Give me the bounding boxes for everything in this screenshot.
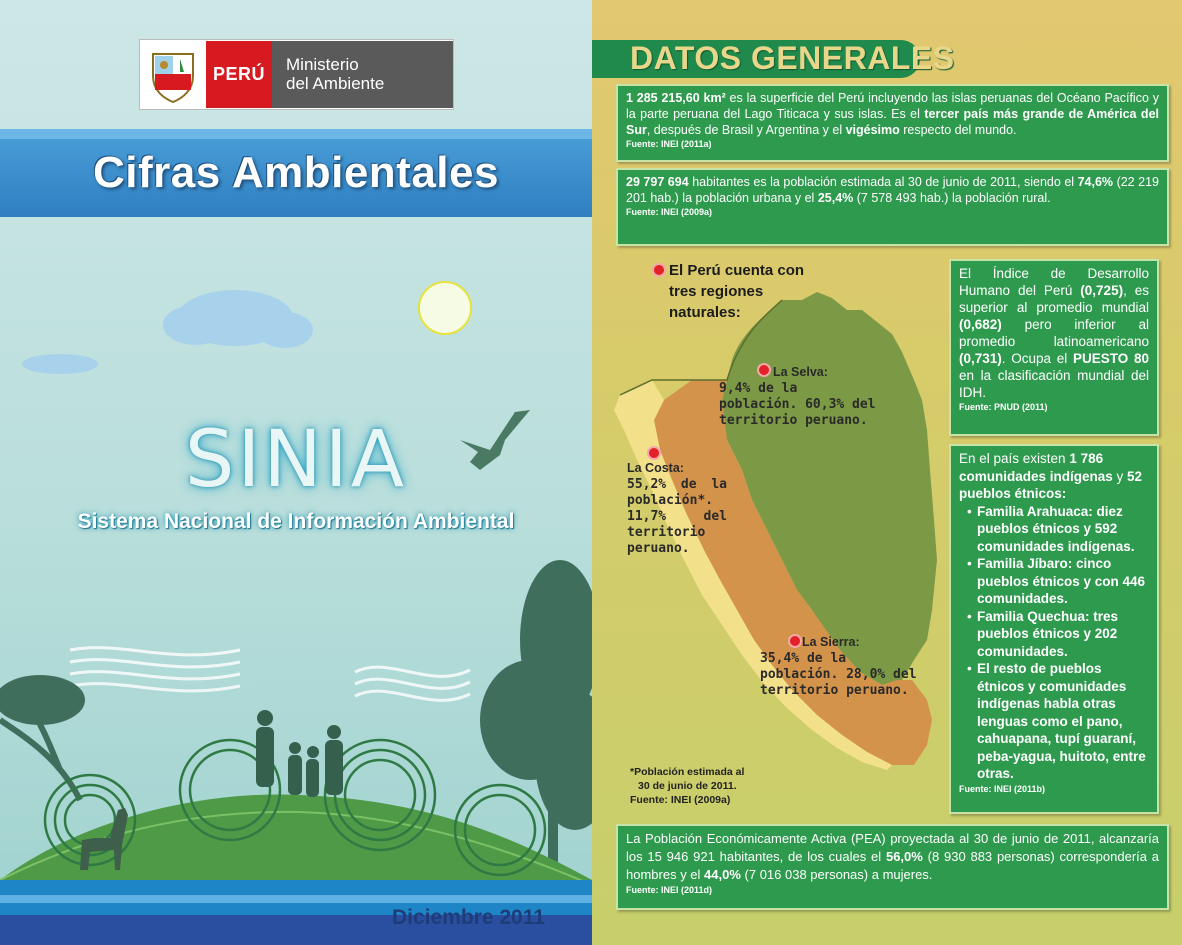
- pea-women-percent: 44,0%: [704, 867, 741, 882]
- cover-date: Diciembre 2011: [392, 906, 545, 929]
- hdi-text-5: en la clasificación mundial del IDH.: [959, 368, 1149, 400]
- area-world-rank: vigésimo: [845, 123, 900, 137]
- ethnic-list: [959, 503, 1149, 783]
- list-item: [967, 608, 1149, 661]
- area-source: Fuente: INEI (2011a): [626, 139, 712, 149]
- pea-men-percent: 56,0%: [885, 849, 923, 864]
- area-text-3: respecto del mundo.: [899, 123, 1017, 137]
- list-item-text: cinco pueblos étnicos y con 446 comunidades.: [977, 556, 1146, 606]
- hdi-text-1: El Índice de Desarrollo Humano del Perú: [959, 266, 1149, 298]
- section-header: DATOS GENERALES: [630, 40, 955, 76]
- costa-label: [627, 460, 727, 557]
- list-item: [967, 503, 1149, 556]
- costa-text: 55,2% de la población*. 11,7% del territorio peruano.: [627, 477, 727, 556]
- population-text-3: (7 578 493 hab.) la población rural.: [853, 191, 1051, 205]
- hdi-text-3: pero inferior al promedio latinoamericano: [959, 317, 1149, 349]
- area-text-1: es la superficie del Perú incluyendo las islas peruanas del Océano Pacífico y la parte peruana del Lago Titicaca y sus islas. Es el: [626, 91, 1159, 121]
- info-page: [592, 0, 1182, 945]
- logo-ministry-label: [272, 41, 453, 108]
- population-text-1: habitantes es la población estimada al 30 de junio de 2011, siendo el: [688, 175, 1078, 189]
- logo-ministry-line2: del Ambiente: [286, 74, 385, 93]
- ethnic-text-2: y: [1112, 468, 1128, 484]
- population-text-2: (22 219 201 hab.) la población urbana y el: [626, 175, 1160, 205]
- hdi-fact-box: [949, 259, 1159, 436]
- list-item-lead: Familia Quechua:: [977, 608, 1094, 624]
- hdi-rank: PUESTO 80: [1072, 351, 1149, 366]
- costa-name: La Costa:: [627, 461, 684, 475]
- regions-bullet-icon: [652, 263, 666, 277]
- ethnic-text-1: En el país existen: [959, 451, 1070, 466]
- selva-label: [719, 364, 879, 429]
- sierra-name: La Sierra:: [802, 635, 860, 649]
- map-footnote: [630, 765, 760, 807]
- regions-title: El Perú cuenta con tres regiones naturales:: [669, 262, 805, 321]
- list-item-text: El resto de pueblos étnicos y comunidades indígenas habla otras lenguas como el pano, cahuapana, tupí guaraní, peba-yagua, huitoto, entre otras.: [977, 661, 1146, 781]
- ethnic-fact-box: [949, 444, 1159, 814]
- cover-title: Cifras Ambientales: [93, 148, 499, 197]
- coat-of-arms-icon: [140, 41, 206, 108]
- ministry-logo: [139, 39, 454, 110]
- brand-title: SINIA: [184, 415, 408, 505]
- sierra-label: [760, 634, 930, 699]
- pea-text-2: (8 930 883 personas) correspondería a hombres y el: [626, 849, 1160, 882]
- wind-lines: [70, 648, 470, 701]
- area-text-2: , después de Brasil y Argentina y el: [646, 123, 846, 137]
- logo-ministry-line1: Ministerio: [286, 55, 359, 74]
- hdi-world: (0,682): [959, 317, 1002, 332]
- ethnic-communities: 1 786 comunidades indígenas: [959, 451, 1113, 484]
- hdi-source: Fuente: PNUD (2011): [959, 402, 1048, 412]
- list-item-lead: Familia Jíbaro:: [977, 556, 1077, 571]
- selva-text: 9,4% de la población. 60,3% del territorio peruano.: [719, 381, 876, 428]
- hdi-text-4: . Ocupa el: [1001, 351, 1073, 366]
- list-item: [967, 660, 1149, 783]
- list-item-text: tres pueblos étnicos y 202 comunidades.: [977, 608, 1119, 659]
- footnote-line1: *Población estimada al: [630, 766, 745, 778]
- urban-percent: 74,6%: [1077, 175, 1114, 189]
- footnote-source: Fuente: INEI (2009a): [630, 794, 731, 806]
- costa-marker-icon: [647, 446, 661, 460]
- sierra-text: 35,4% de la población. 28,0% del territorio peruano.: [760, 651, 917, 698]
- list-item: [967, 555, 1149, 608]
- list-item-lead: Familia Arahuaca:: [977, 503, 1097, 519]
- family-silhouette-icon: [256, 710, 343, 797]
- pea-source: Fuente: INEI (2011d): [626, 885, 713, 895]
- hdi-latam: (0,731): [959, 351, 1002, 366]
- ethnic-source: Fuente: INEI (2011b): [959, 783, 1046, 794]
- logo-peru-label: PERÚ: [206, 41, 272, 108]
- pea-text-1: La Población Económicamente Activa (PEA) proyectada al 30 de junio de 2011, alcanzaría los 15 946 921 habitantes, de los cuales el: [626, 831, 1159, 864]
- population-value: 29 797 694: [626, 175, 689, 189]
- area-rank: tercer país más grande de América del Sur: [626, 107, 1159, 137]
- list-item-text: diez pueblos étnicos y 592 comunidades indígenas.: [977, 503, 1135, 554]
- selva-name: La Selva:: [773, 365, 828, 379]
- population-source: Fuente: INEI (2009a): [626, 207, 713, 217]
- sun-icon: [419, 282, 471, 334]
- area-value: 1 285 215,60 km²: [626, 91, 726, 105]
- pea-text-3: (7 016 038 personas) a mujeres.: [740, 867, 933, 882]
- hdi-text-2: , es superior al promedio mundial: [959, 283, 1149, 315]
- rural-percent: 25,4%: [817, 191, 854, 205]
- hdi-peru: (0,725): [1080, 283, 1124, 298]
- cloud-icon: [22, 290, 313, 374]
- pea-fact-box: [616, 824, 1169, 910]
- brand-subtitle: Sistema Nacional de Información Ambiental: [77, 510, 515, 533]
- ethnic-peoples: 52 pueblos étnicos:: [959, 468, 1143, 501]
- footnote-line2: 30 de junio de 2011.: [638, 780, 737, 792]
